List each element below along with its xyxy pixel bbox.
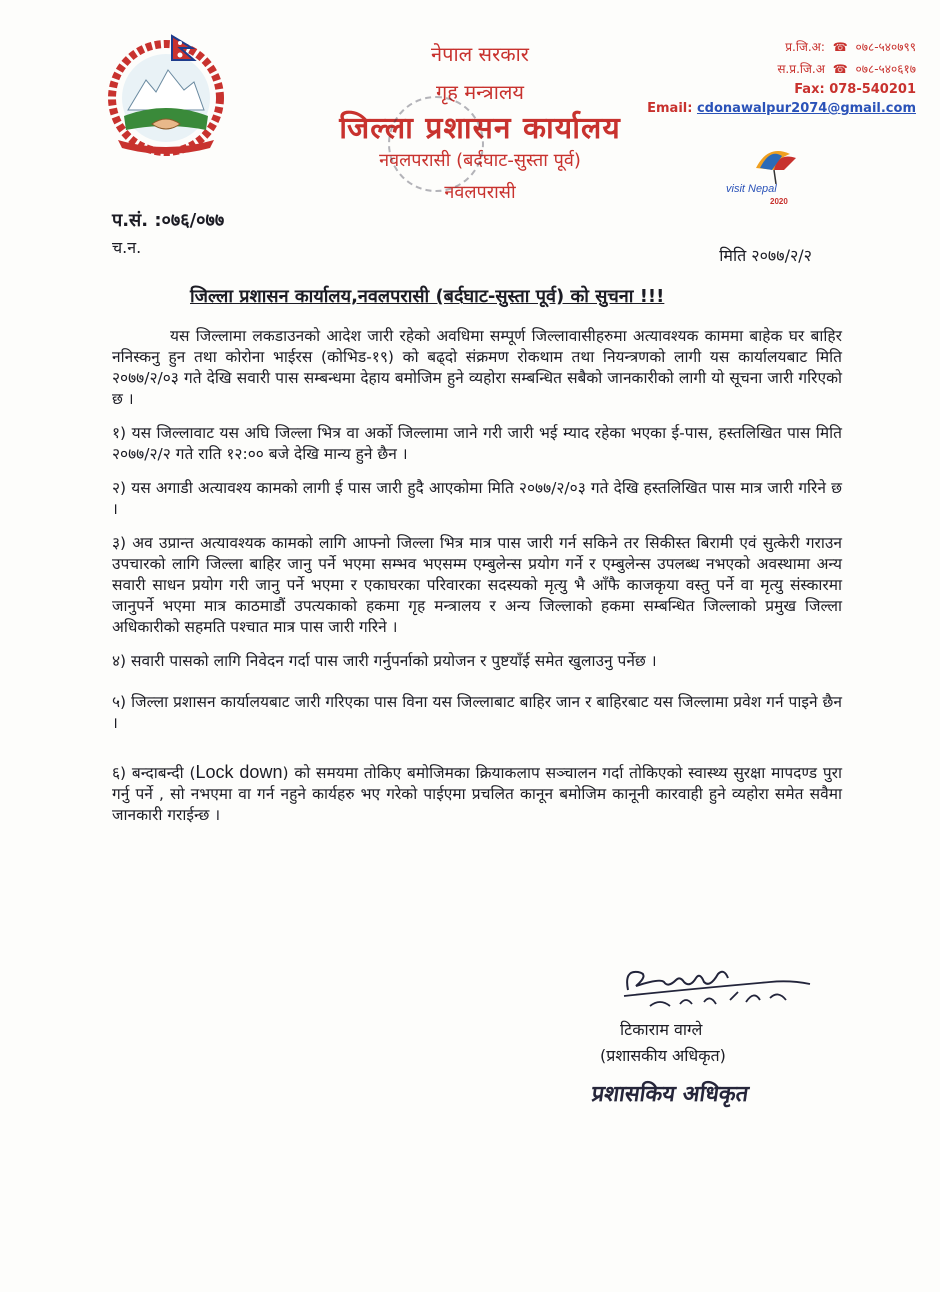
point-1: १) यस जिल्लावाट यस अघि जिल्ला भित्र वा अर्को जिल्लामा जाने गरी जारी भई म्याद रहेका भएका ई-पास, हस्तलिखित पास मिति २०७७/२/२ गते राति १२:०० बजे देखि मान्य हुने छैन । [112, 424, 842, 463]
phone-label-cdo: प्र.जि.अ: [785, 40, 825, 54]
ministry-name: गृह मन्त्रालय [435, 80, 525, 104]
notice-date: मिति २०७७/२/२ [719, 246, 812, 265]
visit-nepal-text: visit Nepal [726, 183, 777, 195]
office-city: नवलपरासी [444, 182, 516, 203]
nepal-emblem-logo [94, 30, 254, 158]
designation-seal: प्रशासकिय अधिकृत [590, 1081, 751, 1107]
point-6 [112, 762, 842, 826]
point-6-start: ६) बन्दाबन्दी ( [112, 764, 196, 782]
office-stamp [388, 96, 484, 192]
phone-number-cdo: ०७८-५४०७९९ [855, 40, 916, 54]
email-link[interactable]: cdonawalpur2074@gmail.com [696, 101, 916, 116]
fax-number: Fax: 078-540201 [794, 82, 916, 97]
handwritten-signature [620, 960, 820, 1010]
signer-role: (प्रशासकीय अधिकृत) [600, 1046, 726, 1065]
phone-icon: ☎ [832, 40, 848, 54]
lockdown-term: Lock down [195, 762, 283, 782]
email-label: Email: [647, 101, 693, 116]
contact-block [616, 38, 916, 116]
phone-label-acdo: स.प्र.जि.अ [777, 62, 825, 76]
point-6-rest: ) को समयमा तोकिए बमोजिमका क्रियाकलाप सञ्चालन गर्दा तोकिएको स्वास्थ्य सुरक्षा मापदण्ड पुरा गर्नु पर्ने , सो नभएमा वा गर्न नहुने कार्यहरु भए गरेको पाईएमा प्रचलित कानून बमोजिम कानूनी कारवाही हुने व्यहोरा समेत सवैमा जानकारी गराईन्छ । [112, 764, 843, 824]
point-3: ३) अव उप्रान्त अत्यावश्यक कामको लागि आफ्नो जिल्ला भित्र मात्र पास जारी गर्न सकिने तर सिकीस्त बिरामी एवं सुत्केरी गराउन उपचारको लागि जिल्ला बाहिर जानु पर्ने भएमा सम्भव भएसम्म एम्बुलेन्स प्रयोग गर्ने र एम्बुलेन्स उपलब्ध नभएको अवस्थामा अन्य सवारी साधन प्रयोग गरी जानु पर्ने भएमा र एकाघरका परिवारका सदस्यको मृत्यु भै आँफै काजकृया वस्तु पर्ने वा मृत्यु संस्कारमा जानुपर्ने भएमा मात्र काठमाडौं उपत्यकाको हकमा गृह मन्त्रालय र अन्य जिल्लाको हकमा सम्बन्धित जिल्लाको प्रमुख जिल्ला अधिकारीको सहमति पश्चात मात्र पास जारी गरिने । [112, 534, 842, 636]
reference-number: प.सं. :०७६/०७७ [112, 210, 225, 231]
point-2: २) यस अगाडी अत्यावश्य कामको लागी ई पास जारी हुदै आएकोमा मिति २०७७/२/०३ गते देखि हस्तलिखित पास मात्र जारी गरिने छ । [112, 479, 842, 518]
office-name: जिल्ला प्रशासन कार्यालय [339, 111, 621, 146]
government-name: नेपाल सरकार [431, 42, 529, 66]
phone-row-cdo [616, 38, 916, 60]
office-location: नवलपरासी (बर्दघाट-सुस्ता पूर्व) [379, 150, 581, 171]
intro-paragraph: यस जिल्लामा लकडाउनको आदेश जारी रहेको अवधिमा सम्पूर्ण जिल्लावासीहरुमा अत्यावश्यक काममा बाहेक घर बाहिर ननिस्कनु हुन तथा कोरोना भाईरस (कोभिड-१९) को बढ्दो संक्रमण रोकथाम तथा नियन्त्रणको लागी यस कार्यालयबाट मिति २०७७/२/०३ गते देखि सवारी पास सम्बन्धमा देहाय बमोजिम हुने व्यहोरा सम्बन्धित सबैको जानकारीको लागी यो सूचना जारी गरिएको छ । [112, 327, 842, 408]
visit-nepal-year: 2020 [770, 197, 788, 206]
email-row [616, 101, 916, 116]
dispatch-number: च.न. [112, 238, 142, 257]
notice-body [112, 326, 842, 839]
notice-title: जिल्ला प्रशासन कार्यालय,नवलपरासी (बर्दघाट-सुस्ता पूर्व) को सुचना !!! [190, 286, 665, 307]
signer-name: टिकाराम वाग्ले [620, 1020, 703, 1039]
visit-nepal-logo [720, 140, 820, 210]
point-5: ५) जिल्ला प्रशासन कार्यालयबाट जारी गरिएका पास विना यस जिल्लाबाट बाहिर जान र बाहिरबाट यस जिल्लामा प्रवेश गर्न पाइने छैन । [112, 693, 842, 732]
phone-icon: ☎ [832, 62, 848, 76]
phone-row-acdo [616, 60, 916, 82]
phone-number-acdo: ०७८-५४०६१७ [855, 62, 916, 76]
point-4: ४) सवारी पासको लागि निवेदन गर्दा पास जारी गर्नुपर्नाको प्रयोजन र पुष्टयाँई समेत खुलाउनु पर्नेछ । [112, 652, 657, 670]
